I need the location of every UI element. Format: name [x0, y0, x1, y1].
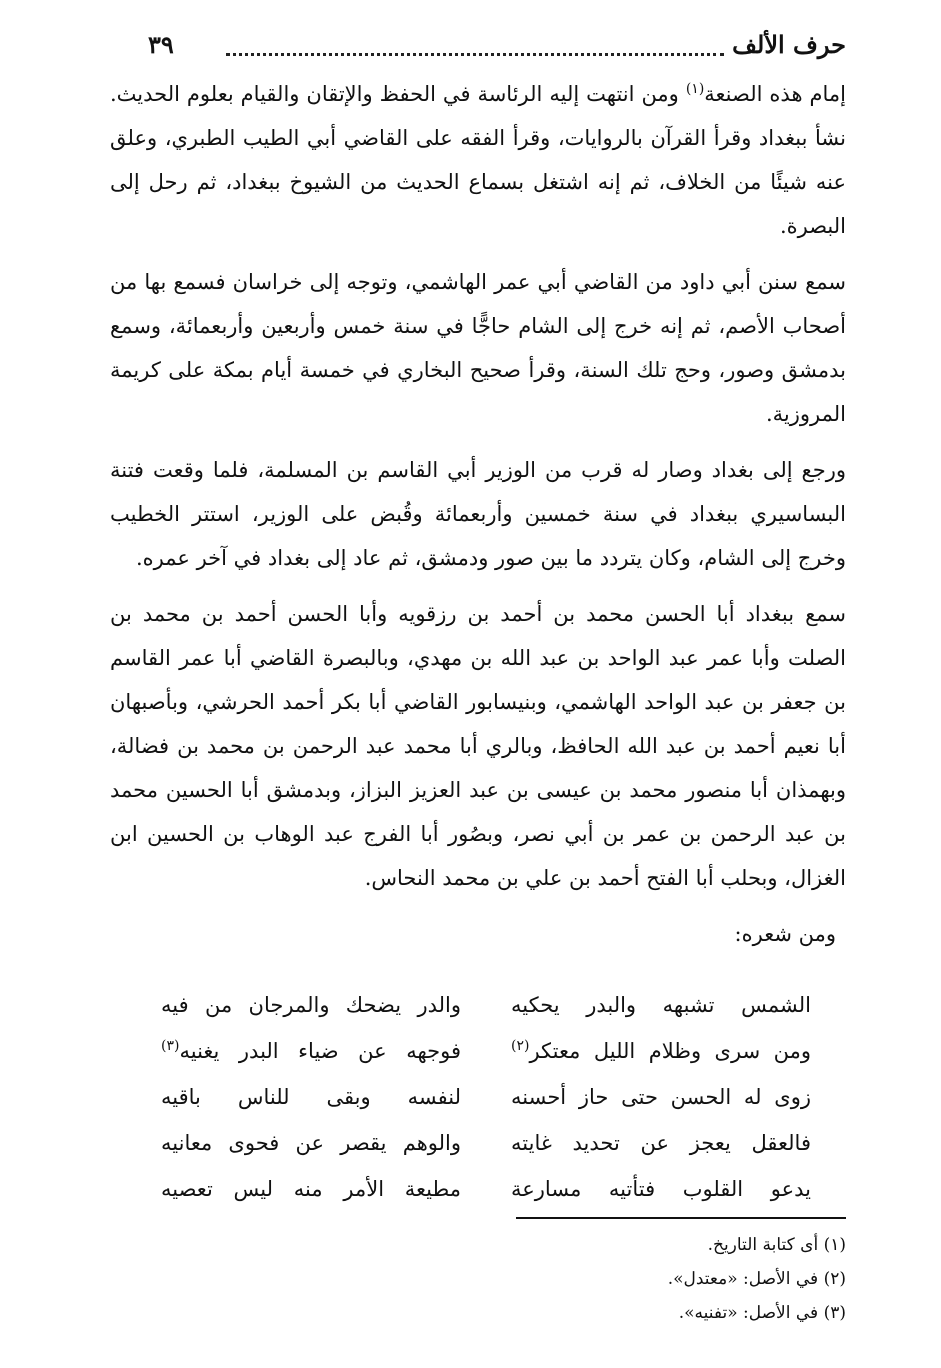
verse	[161, 982, 811, 1028]
verse-text: الشمس تشبهه والبدر يحكيه	[511, 993, 811, 1017]
verse-second-hemistich	[161, 1074, 461, 1120]
verse-text: والدر يضحك والمرجان من فيه	[161, 993, 461, 1017]
paragraph-1	[110, 72, 846, 248]
verse-second-hemistich	[161, 982, 461, 1028]
paragraph-4: سمع ببغداد أبا الحسن محمد بن أحمد بن رزقويه وأبا الحسن أحمد بن محمد بن الصلت وأبا عمر عبد الواحد بن عبد الله بن مهدي، وبالبصرة القاضي أبا عمر القاسم بن جعفر بن عبد الواحد الهاشمي، وبنيسابور القاضي أبا بكر أحمد الحرشي، وبأصبهان أبا نعيم أحمد بن عبد الله الحافظ، وبالري أبا محمد عبد الرحمن بن محمد بن فضالة، وبهمذان أبا منصور محمد بن عيسى بن عبد العزيز البزاز، وبدمشق أبا الحسين محمد بن عبد الرحمن بن عمر بن أبي نصر، وبصُور أبا الفرج عبد الوهاب بن الحسين ابن الغزال، وبحلب أبا الفتح أحمد بن علي بن محمد النحاس.	[110, 602, 846, 890]
verse	[161, 1074, 811, 1120]
verse	[161, 1166, 811, 1212]
running-head	[96, 30, 846, 66]
footnote-ref-3: (٣)	[161, 1038, 180, 1054]
page-number: ٣٩	[148, 30, 174, 59]
verse-text: ومن سرى وظلام الليل معتكر	[529, 1039, 811, 1063]
footnote-ref-1: (١)	[685, 81, 705, 97]
footnote-1: (١) أى كتابة التاريخ.	[707, 1235, 846, 1255]
paragraph-1-start: إمام هذه الصنعة	[704, 82, 846, 106]
verse-first-hemistich	[511, 982, 811, 1028]
verse-text: يدعو القلوب فتأتيه مسارعة	[511, 1177, 811, 1201]
footnote-ref-2: (٢)	[511, 1038, 530, 1054]
verse-text: مطيعة الأمر منه ليس تعصيه	[161, 1177, 461, 1201]
verse-text: فالعقل يعجز عن تحديد غايته	[511, 1131, 811, 1155]
footnote-2: (٢) في الأصل: «معتدل».	[667, 1269, 846, 1289]
main-text	[110, 72, 846, 962]
verse-text: فوجهه عن ضياء البدر يغنيه	[179, 1039, 461, 1063]
verse	[161, 1120, 811, 1166]
verse	[161, 1028, 811, 1074]
verse-text: زوى له الحسن حتى حاز أحسنه	[511, 1085, 811, 1109]
verse-first-hemistich	[511, 1028, 811, 1074]
verse-first-hemistich	[511, 1074, 811, 1120]
footnotes	[346, 1228, 846, 1330]
verse-text: لنفسه وبقى للناس باقيه	[161, 1085, 461, 1109]
verse-second-hemistich	[161, 1120, 461, 1166]
verse-second-hemistich	[161, 1028, 461, 1074]
poetry-intro: ومن شعره:	[734, 922, 836, 946]
chapter-title: حرف الألف	[732, 30, 846, 59]
verse-text: والوهم يقصر عن فحوى معانيه	[161, 1131, 461, 1155]
poem	[161, 982, 811, 1212]
leader-dots	[226, 53, 724, 56]
footnote-divider	[516, 1217, 846, 1219]
paragraph-1-rest: ومن انتهت إليه الرئاسة في الحفظ والإتقان والقيام بعلوم الحديث. نشأ ببغداد وقرأ القرآن بالروايات، وقرأ الفقه على القاضي أبي الطيب الطبري، وعلق عنه شيئًا من الخلاف، ثم إنه اشتغل بسماع الحديث من الشيوخ ببغداد، ثم رحل إلى البصرة.	[110, 82, 846, 238]
paragraph-3: ورجع إلى بغداد وصار له قرب من الوزير أبي القاسم بن المسلمة، فلما وقعت فتنة البساسيري ببغداد في سنة خمسين وأربعمائة وقُبض على الوزير، استتر الخطيب وخرج إلى الشام، وكان يتردد ما بين صور ودمشق، ثم عاد إلى بغداد في آخر عمره.	[110, 458, 846, 570]
footnote-3: (٣) في الأصل: «تفنيه».	[678, 1303, 846, 1323]
paragraph-2: سمع سنن أبي داود من القاضي أبي عمر الهاشمي، وتوجه إلى خراسان فسمع بها من أصحاب الأصم، ثم إنه خرج إلى الشام حاجًّا في سنة خمس وأربعين وأربعمائة، وسمع بدمشق وصور، وحج تلك السنة، وقرأ صحيح البخاري في خمسة أيام بمكة على كريمة المروزية.	[110, 270, 846, 426]
verse-first-hemistich	[511, 1166, 811, 1212]
verse-second-hemistich	[161, 1166, 461, 1212]
verse-first-hemistich	[511, 1120, 811, 1166]
